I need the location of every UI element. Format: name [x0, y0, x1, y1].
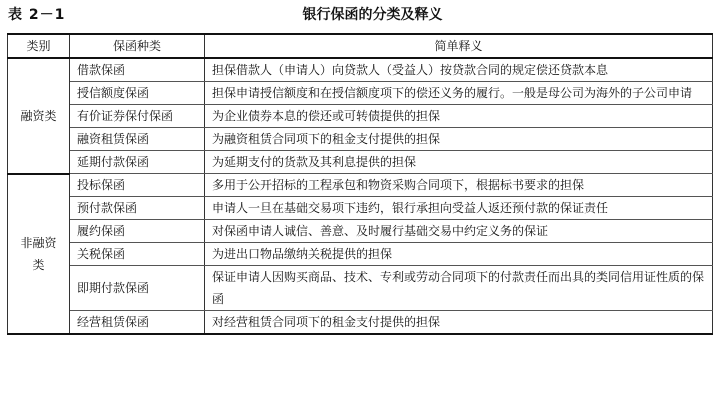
header-type: 保函种类: [70, 34, 205, 58]
table-number: 表 2－1: [8, 7, 66, 23]
explanation-cell: 保证申请人因购买商品、技术、专利或劳动合同项下的付款责任而出具的类同信用证性质的保函: [205, 266, 713, 311]
table-title: 银行保函的分类及释义: [302, 7, 443, 23]
type-cell: 即期付款保函: [70, 266, 205, 311]
type-cell: 关税保函: [70, 243, 205, 266]
table-row: [8, 82, 713, 105]
type-cell: 预付款保函: [70, 197, 205, 220]
header-row: [8, 34, 713, 58]
type-cell: 融资租赁保函: [70, 128, 205, 151]
table-row: [8, 58, 713, 82]
category-cell: 融资类: [8, 58, 70, 174]
explanation-cell: 对经营租赁合同项下的租金支付提供的担保: [205, 311, 713, 335]
type-cell: 借款保函: [70, 58, 205, 82]
header-explanation: 简单释义: [205, 34, 713, 58]
type-cell: 经营租赁保函: [70, 311, 205, 335]
explanation-cell: 担保申请授信额度和在授信额度项下的偿还义务的履行。一般是母公司为海外的子公司申请: [205, 82, 713, 105]
table-row: [8, 151, 713, 174]
table-row: [8, 174, 713, 197]
category-cell: 非融资类: [8, 174, 70, 335]
table-row: [8, 266, 713, 311]
explanation-cell: 对保函申请人诚信、善意、及时履行基础交易中约定义务的保证: [205, 220, 713, 243]
table-row: [8, 197, 713, 220]
explanation-cell: 多用于公开招标的工程承包和物资采购合同项下，根据标书要求的担保: [205, 174, 713, 197]
guarantee-table: [7, 33, 713, 335]
explanation-cell: 为融资租赁合同项下的租金支付提供的担保: [205, 128, 713, 151]
table-row: [8, 243, 713, 266]
explanation-cell: 为企业债券本息的偿还或可转债提供的担保: [205, 105, 713, 128]
table-row: [8, 128, 713, 151]
header-category: 类别: [8, 34, 70, 58]
type-cell: 投标保函: [70, 174, 205, 197]
type-cell: 履约保函: [70, 220, 205, 243]
type-cell: 延期付款保函: [70, 151, 205, 174]
table-row: [8, 220, 713, 243]
table-row: [8, 311, 713, 335]
explanation-cell: 为进出口物品缴纳关税提供的担保: [205, 243, 713, 266]
explanation-cell: 申请人一旦在基础交易项下违约，银行承担向受益人返还预付款的保证责任: [205, 197, 713, 220]
explanation-cell: 担保借款人（申请人）向贷款人（受益人）按贷款合同的规定偿还贷款本息: [205, 58, 713, 82]
type-cell: 有价证券保付保函: [70, 105, 205, 128]
explanation-cell: 为延期支付的货款及其利息提供的担保: [205, 151, 713, 174]
table-row: [8, 105, 713, 128]
type-cell: 授信额度保函: [70, 82, 205, 105]
